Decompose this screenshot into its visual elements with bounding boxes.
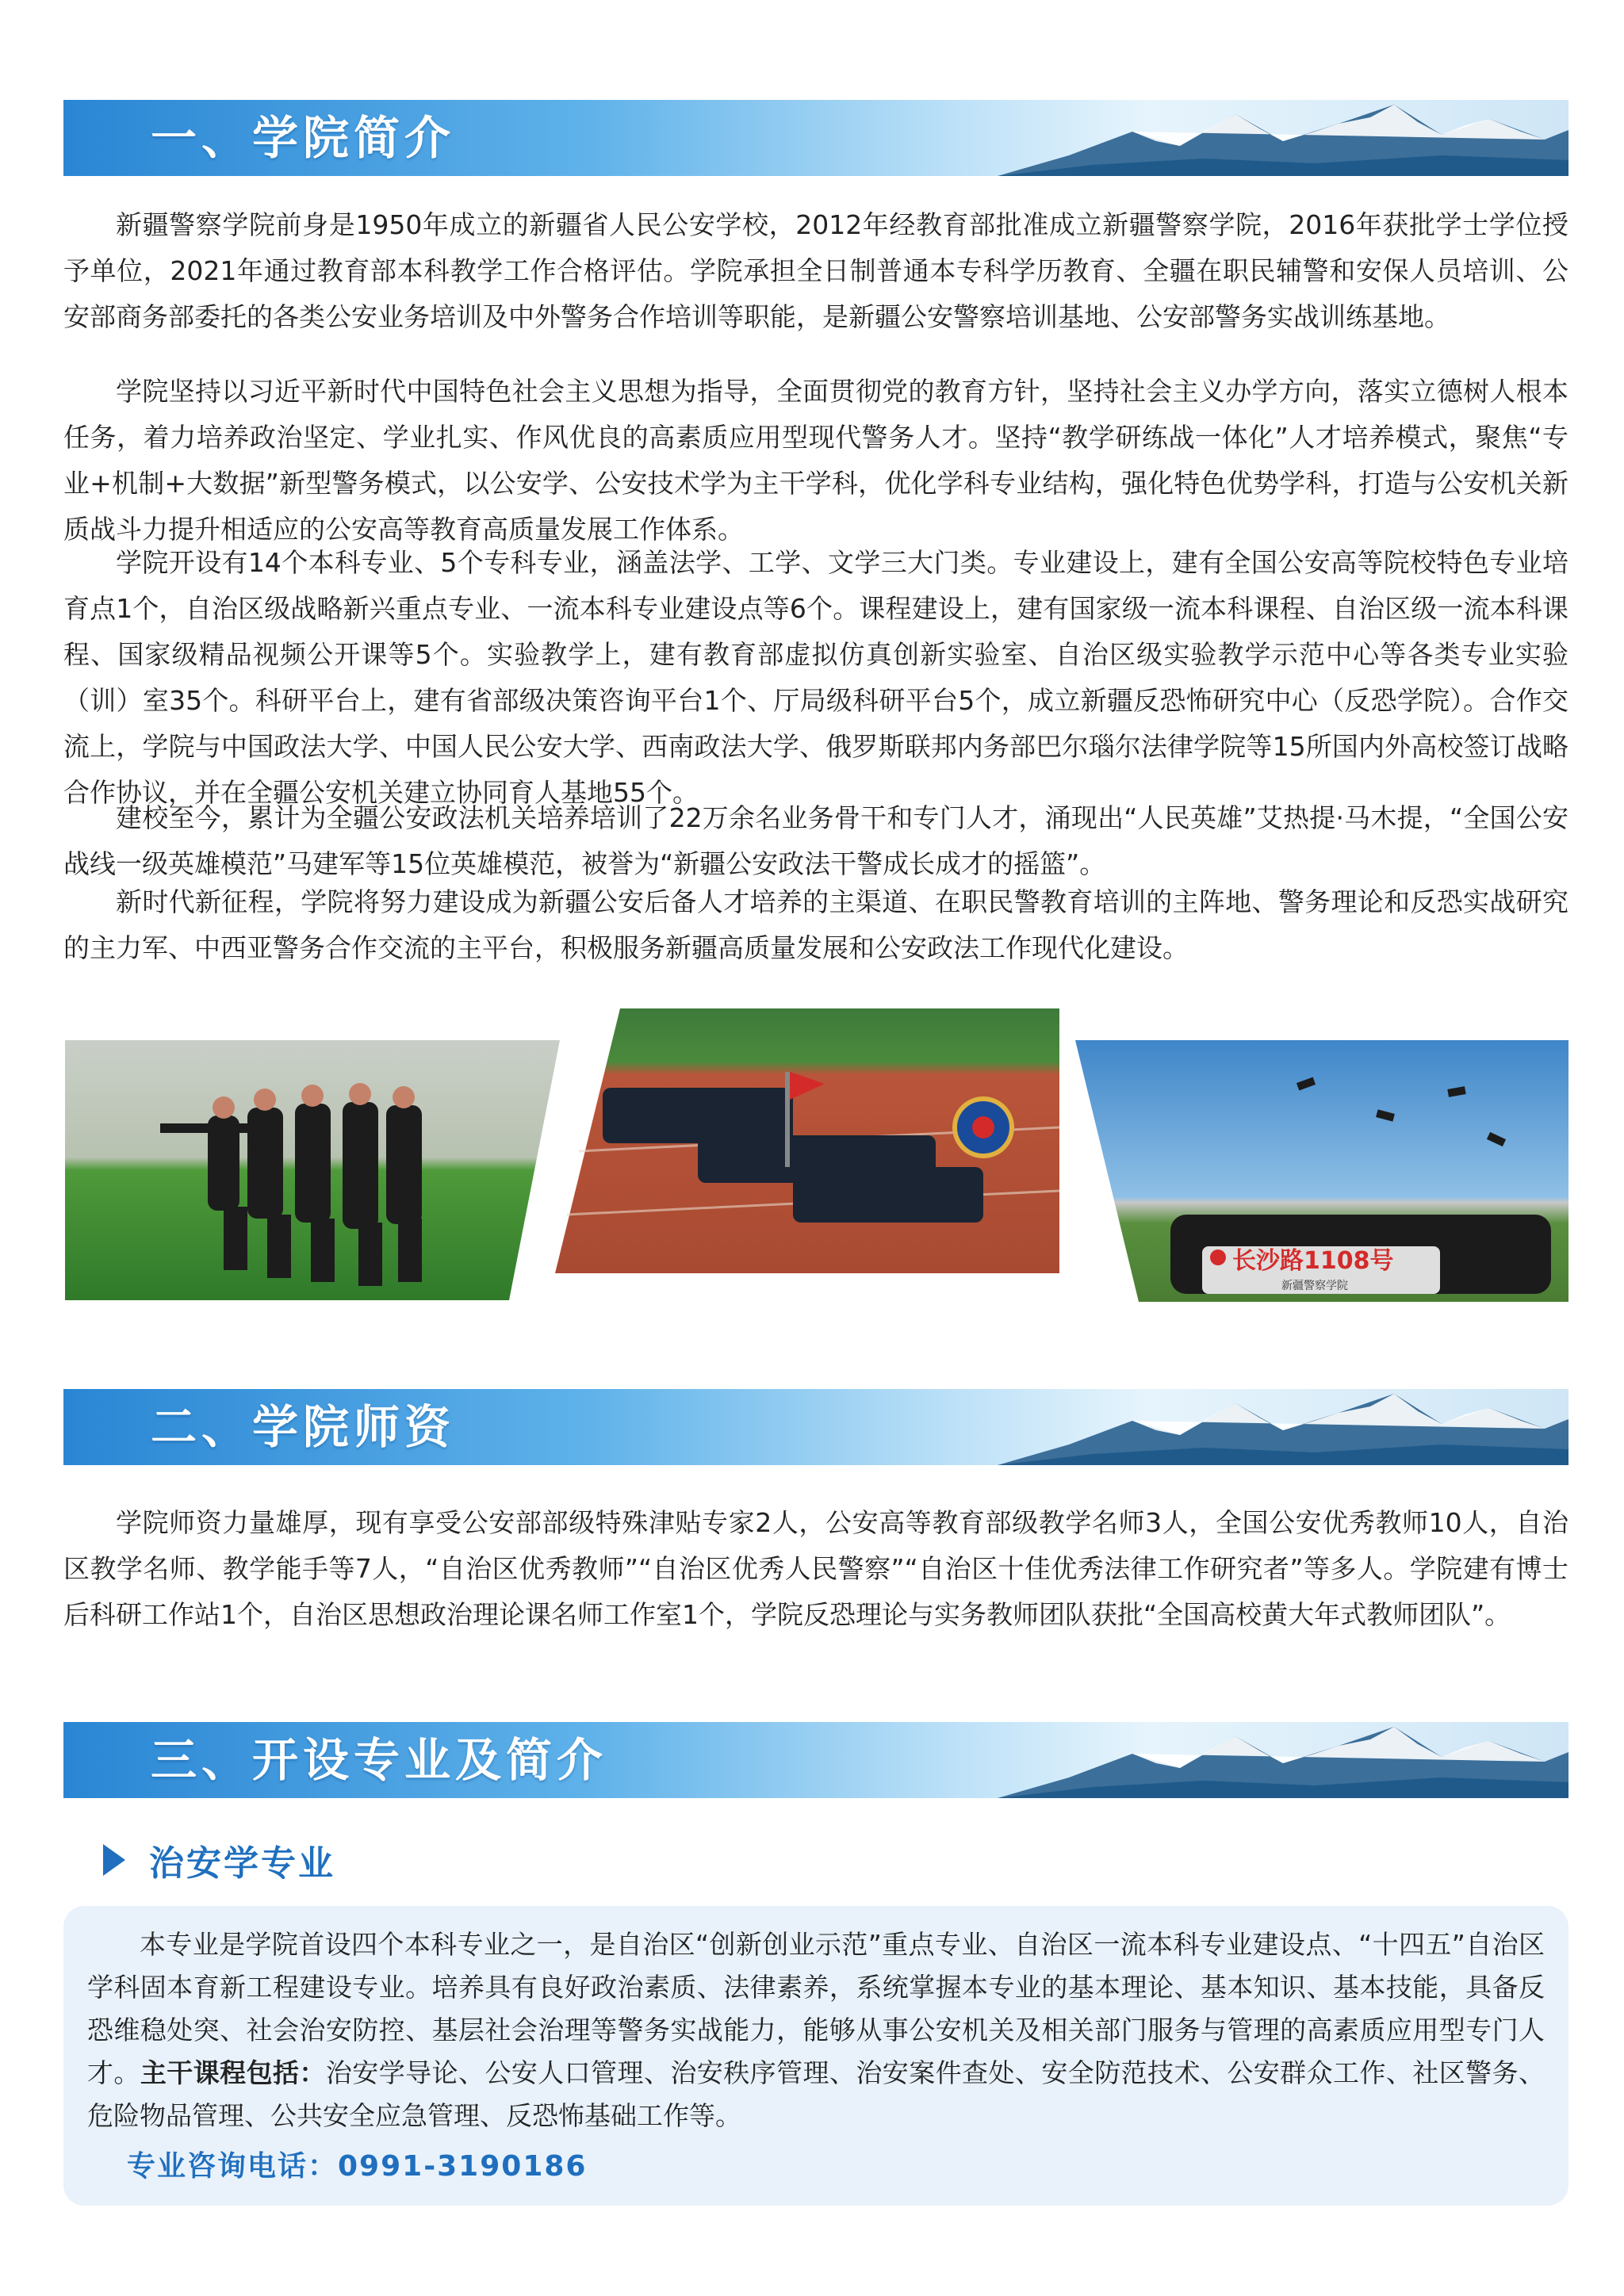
major-heading <box>103 1836 335 1884</box>
major-name: 治安学专业 <box>149 1843 335 1884</box>
section-banner-faculty <box>63 1389 1568 1465</box>
section-banner-majors <box>63 1722 1568 1798</box>
major-card <box>63 1906 1568 2206</box>
intro-paragraph-4: 建校至今，累计为全疆公安政法机关培养培训了22万余名业务骨干和专门人才，涌现出“人民英雄”艾热提·马木提，“全国公安战线一级英雄模范”马建军等15位英雄模范，被誉为“新疆公安政法干警成长成才的摇篮”。 <box>63 802 1568 879</box>
section-title-faculty: 二、学院师资 <box>151 1400 456 1454</box>
photo-parade-march <box>555 1008 1059 1273</box>
intro-paragraph-1: 新疆警察学院前身是1950年成立的新疆省人民公安学校，2012年经教育部批准成立新疆警察学院，2016年获批学士学位授予单位，2021年通过教育部本科教学工作合格评估。学院承担全日制普通本专科学历教育、全疆在职民辅警和安保人员培训、公安部商务部委托的各类公安业务培训及中外警务合作培训等职能，是新疆公安警察培训基地、公安部警务实战训练基地。 <box>63 209 1568 332</box>
intro-paragraph-3: 学院开设有14个本科专业、5个专科专业，涵盖法学、工学、文学三大门类。专业建设上，建有全国公安高等院校特色专业培育点1个，自治区级战略新兴重点专业、一流本科专业建设点等6个。课程建设上，建有国家级一流本科课程、自治区级一流本科课程、国家级精品视频公开课等5个。实验教学上，建有教育部虚拟仿真创新实验室、自治区级实验教学示范中心等各类专业实验（训）室35个。科研平台上，建有省部级决策咨询平台1个、厅局级科研平台5个，成立新疆反恐怖研究中心（反恐学院）。合作交流上，学院与中国政法大学、中国人民公安大学、西南政法大学、俄罗斯联邦内务部巴尔瑙尔法律学院等15所国内外高校签订战略合作协议，并在全疆公安机关建立协同育人基地55个。 <box>63 547 1568 808</box>
contact-phone: 专业咨询电话：0991-3190186 <box>127 2150 588 2183</box>
major-desc-text: 本专业是学院首设四个本科专业之一，是自治区“创新创业示范”重点专业、自治区一流本科专业建设点、“十四五”自治区学科固本育新工程建设专业。培养具有良好政治素质、法律素养，系统掌握本专业的基本理论、基本知识、基本技能，具备反恐维稳处突、社会治安防控、基层社会治理等警务实战能力，能够从事公安机关及相关部门服务与管理的高素质应用型专门人才。 <box>87 1929 1545 2088</box>
sign-text: 长沙路1108号 <box>1232 1247 1394 1275</box>
section-banner-intro <box>63 100 1568 176</box>
sign-subtext: 新疆警察学院 <box>1281 1280 1348 1292</box>
intro-paragraph-2: 学院坚持以习近平新时代中国特色社会主义思想为指导，全面贯彻党的教育方针，坚持社会主义办学方向，落实立德树人根本任务，着力培养政治坚定、学业扎实、作风优良的高素质应用型现代警务人才。坚持“教学研练战一体化”人才培养模式，聚焦“专业+机制+大数据”新型警务模式，以公安学、公安技术学为主干学科，优化学科专业结构，强化特色优势学科，打造与公安机关新质战斗力提升相适应的公安高等教育高质量发展工作体系。 <box>63 376 1568 545</box>
mountain-illustration <box>998 1389 1568 1465</box>
photo-tactical-training <box>65 1040 560 1300</box>
courses-list: 治安学导论、公安人口管理、治安秩序管理、治安案件查处、安全防范技术、公安群众工作、社区警务、危险物品管理、公共安全应急管理、反恐怖基础工作等。 <box>87 2057 1545 2131</box>
mountain-illustration <box>998 1722 1568 1798</box>
section-title-majors: 三、开设专业及简介 <box>151 1733 608 1787</box>
mountain-illustration <box>998 100 1568 176</box>
triangle-bullet-icon <box>103 1844 125 1876</box>
section-title-intro: 一、学院简介 <box>151 111 456 165</box>
intro-paragraph-5: 新时代新征程，学院将努力建设成为新疆公安后备人才培养的主渠道、在职民警教育培训的主阵地、警务理论和反恐实战研究的主力军、中西亚警务合作交流的主平台，积极服务新疆高质量发展和公安政法工作现代化建设。 <box>63 886 1568 963</box>
faculty-paragraph: 学院师资力量雄厚，现有享受公安部部级特殊津贴专家2人，公安高等教育部级教学名师3人，全国公安优秀教师10人，自治区教学名师、教学能手等7人，“自治区优秀教师”“自治区优秀人民警察”“自治区十佳优秀法律工作研究者”等多人。学院建有博士后科研工作站1个，自治区思想政治理论课名师工作室1个，学院反恐理论与实务教师团队获批“全国高校黄大年式教师团队”。 <box>63 1507 1568 1630</box>
major-description <box>87 1923 1545 2137</box>
photo-graduation <box>1075 1040 1568 1302</box>
courses-label: 主干课程包括： <box>140 2057 326 2088</box>
